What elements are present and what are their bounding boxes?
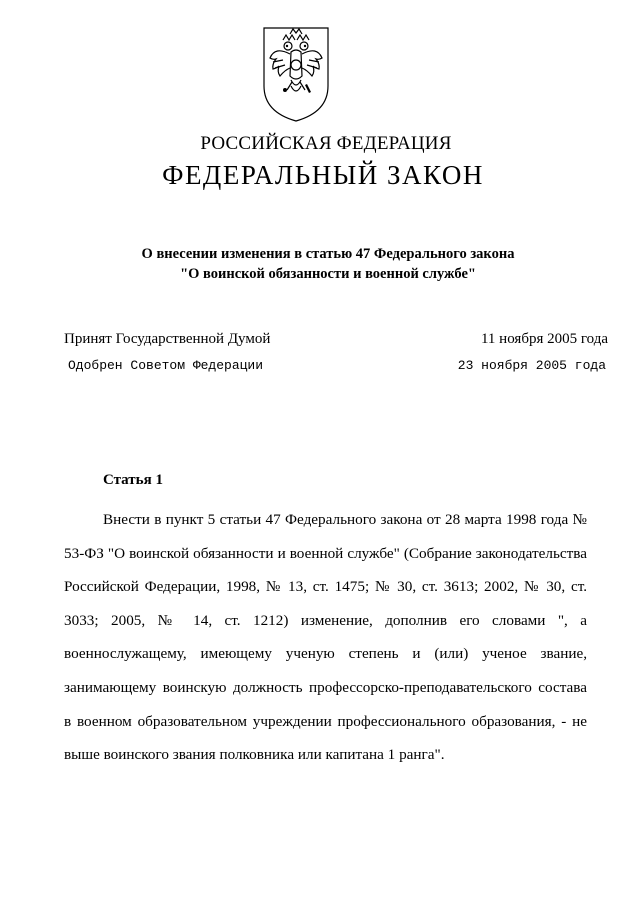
duma-date: 11 ноября 2005 года bbox=[480, 331, 608, 347]
duma-adoption-row bbox=[64, 331, 608, 351]
article-heading: Статья 1 bbox=[103, 472, 163, 488]
council-approval-row bbox=[68, 358, 606, 378]
document-type: ФЕДЕРАЛЬНЫЙ ЗАКОН bbox=[162, 160, 484, 190]
duma-label: Принят Государственной Думой bbox=[64, 331, 271, 347]
law-title-line-2: "О воинской обязанности и военной службе" bbox=[180, 266, 476, 282]
article-body: Внести в пункт 5 статьи 47 Федерального закона от 28 марта 1998 года № 53-ФЗ "О воинской обязанности и военной службе" (Собрание законодательства Российской Федерации, 1998, № 13, ст. 1475; № 30, ст. 3613; 2002, № 30, ст. 3033; 2005, № 14, ст. 1212) изменение, дополнив его словами ", а военнослужащему, имеющему ученую степень и (или) ученое звание, занимающему воинскую должность профессорско-преподавательского состава в военном образовательном учреждении профессионального образования, - не выше воинского звания полковника или капитана 1 ранга". bbox=[64, 511, 587, 764]
law-title bbox=[0, 244, 640, 284]
council-date: 23 ноября 2005 года bbox=[457, 358, 606, 373]
russian-double-headed-eagle-icon bbox=[261, 24, 331, 124]
council-label: Одобрен Советом Федерации bbox=[68, 358, 264, 373]
state-emblem bbox=[261, 24, 331, 124]
country-name: РОССИЙСКАЯ ФЕДЕРАЦИЯ bbox=[200, 133, 452, 154]
law-title-line-1: О внесении изменения в статью 47 Федерального закона bbox=[141, 246, 515, 262]
